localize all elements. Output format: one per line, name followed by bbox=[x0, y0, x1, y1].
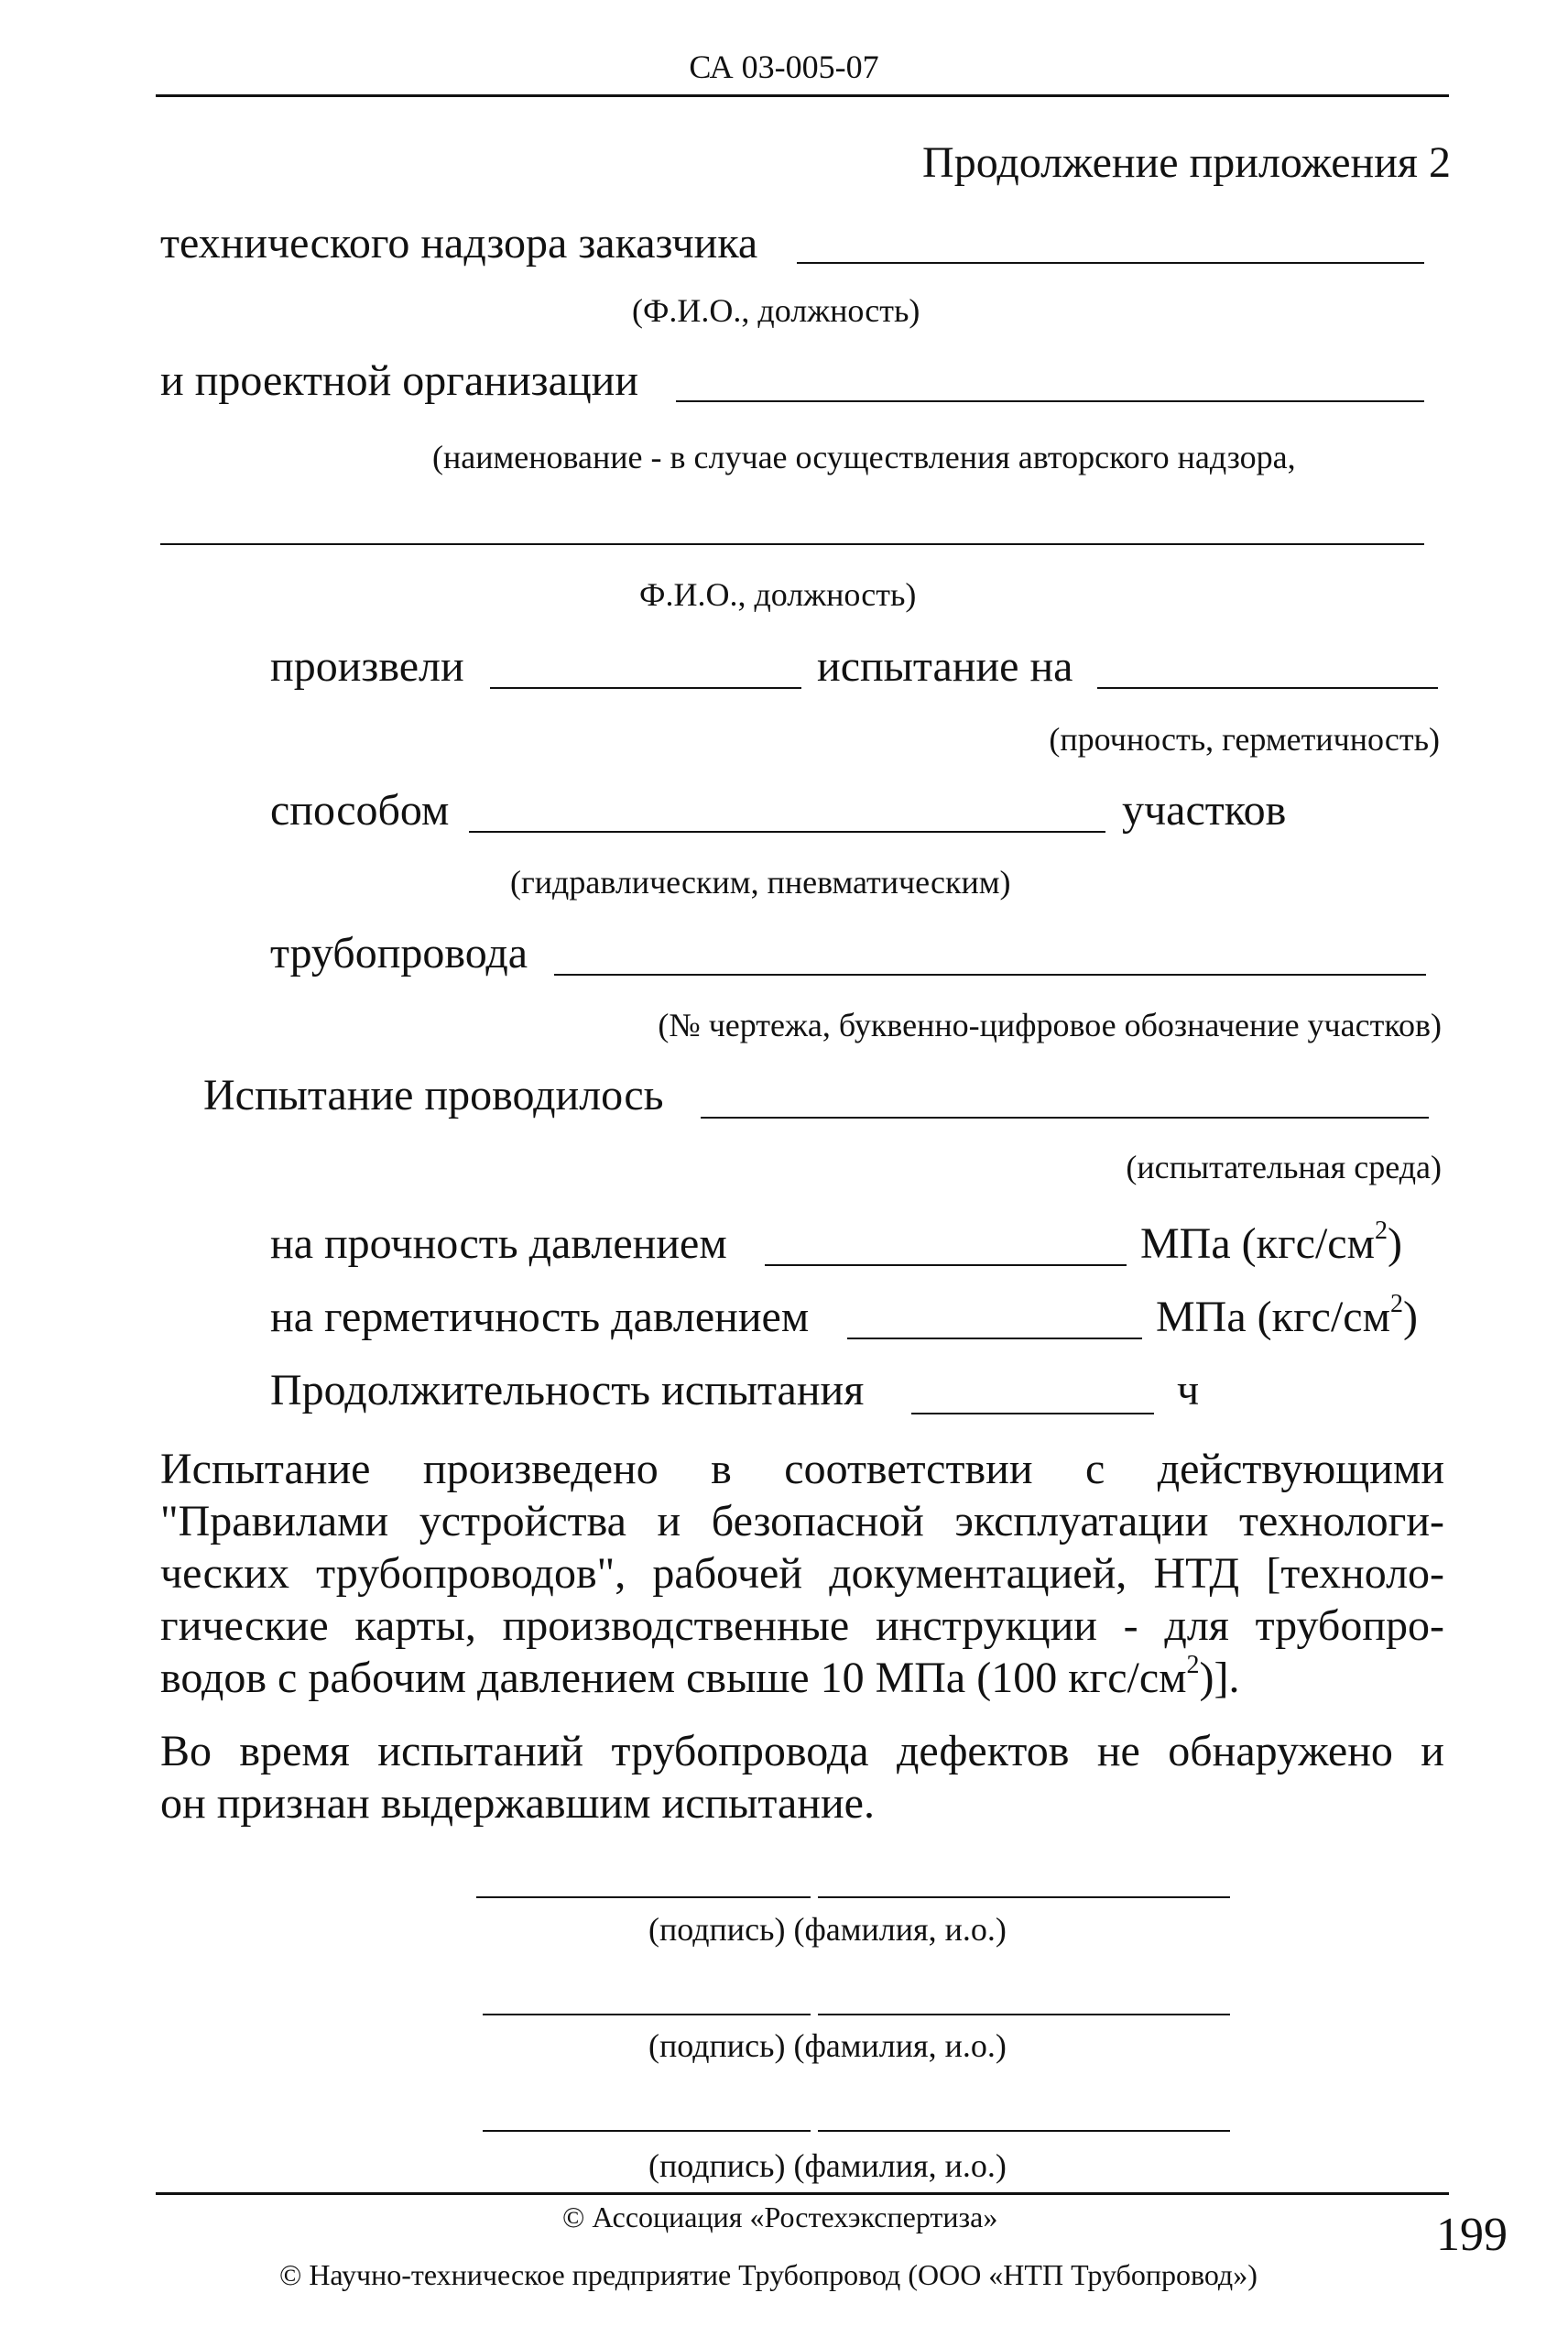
pipeline-label: трубопровода bbox=[270, 929, 528, 977]
copyright-enterprise: © Научно-техническое предприятие Трубопровод (ООО «НТП Трубопровод») bbox=[279, 2258, 1258, 2291]
compliance-line-1: Испытание произведено в соответствии с действующими bbox=[160, 1445, 1444, 1493]
header-rule bbox=[156, 94, 1449, 97]
duration-label: Продолжительность испытания bbox=[270, 1366, 865, 1414]
sections-label: участков bbox=[1122, 786, 1287, 835]
tightness-pressure-field[interactable] bbox=[847, 1338, 1142, 1339]
signature-caption-1: (подпись) (фамилия, и.о.) bbox=[648, 1911, 1007, 1948]
design-org-field[interactable] bbox=[676, 400, 1424, 402]
result-line-1: Во время испытаний трубопровода дефектов не обнаружено и bbox=[160, 1727, 1444, 1775]
compliance-line-4: гические карты, производственные инструкции - для трубопро- bbox=[160, 1601, 1444, 1650]
signature-field-2[interactable] bbox=[483, 2014, 811, 2015]
tech-supervision-label: технического надзора заказчика bbox=[160, 219, 758, 268]
page-number: 199 bbox=[1436, 2209, 1508, 2261]
continuation-title: Продолжение приложения 2 bbox=[922, 138, 1451, 187]
name-field-3[interactable] bbox=[818, 2130, 1230, 2132]
method-field[interactable] bbox=[469, 831, 1105, 833]
strength-pressure-label: на прочность давлением bbox=[270, 1219, 727, 1268]
test-for-field[interactable] bbox=[1097, 687, 1438, 689]
design-org-hint-1: (наименование - в случае осуществления авторского надзора, bbox=[432, 439, 1296, 475]
design-org-field-2[interactable] bbox=[160, 543, 1424, 545]
test-medium-field[interactable] bbox=[701, 1117, 1429, 1119]
performed-label: произвели bbox=[270, 642, 464, 691]
design-org-hint-2: Ф.И.О., должность) bbox=[639, 576, 917, 613]
duration-unit: ч bbox=[1177, 1366, 1200, 1414]
method-label: способом bbox=[270, 786, 450, 835]
tech-supervision-hint: (Ф.И.О., должность) bbox=[632, 292, 920, 329]
test-conducted-label: Испытание проводилось bbox=[203, 1071, 664, 1119]
performed-field[interactable] bbox=[490, 687, 801, 689]
name-field-1[interactable] bbox=[818, 1896, 1230, 1898]
compliance-line-2: "Правилами устройства и безопасной эксплуатации технологи- bbox=[160, 1497, 1444, 1545]
footer-rule bbox=[156, 2192, 1449, 2195]
compliance-paragraph bbox=[160, 1443, 1444, 1704]
strength-pressure-unit: МПа $(кгс/см^2)$ bbox=[1140, 1217, 1402, 1268]
tightness-pressure-label: на герметичность давлением bbox=[270, 1293, 810, 1341]
test-for-hint: (прочность, герметичность) bbox=[1049, 721, 1440, 758]
method-hint: (гидравлическим, пневматическим) bbox=[510, 864, 1011, 901]
signature-field-1[interactable] bbox=[476, 1896, 811, 1898]
signature-field-3[interactable] bbox=[483, 2130, 811, 2132]
signature-caption-2: (подпись) (фамилия, и.о.) bbox=[648, 2027, 1007, 2064]
pipeline-hint: (№ чертежа, буквенно-цифровое обозначение участков) bbox=[658, 1007, 1442, 1043]
test-medium-hint: (испытательная среда) bbox=[1126, 1149, 1442, 1185]
design-org-label: и проектной организации bbox=[160, 356, 638, 405]
pipeline-field[interactable] bbox=[554, 974, 1426, 976]
tightness-pressure-unit: МПа $(кгс/см^2)$ bbox=[1156, 1290, 1418, 1341]
result-line-2: он признан выдержавшим испытание. bbox=[160, 1779, 875, 1828]
copyright-association: © Ассоциация «Ростехэкспертиза» bbox=[562, 2200, 998, 2233]
signature-caption-3: (подпись) (фамилия, и.о.) bbox=[648, 2147, 1007, 2184]
document-code: СА 03-005-07 bbox=[689, 49, 879, 85]
strength-pressure-field[interactable] bbox=[765, 1264, 1127, 1266]
tech-supervision-field[interactable] bbox=[797, 262, 1424, 264]
compliance-line-5: водов с рабочим давлением свыше 10 МПа (100 кгс/$см^2$)]. bbox=[160, 1651, 1240, 1702]
duration-field[interactable] bbox=[911, 1413, 1154, 1414]
compliance-line-3: ческих трубопроводов", рабочей документацией, НТД [техноло- bbox=[160, 1549, 1444, 1598]
test-for-label: испытание на bbox=[817, 642, 1073, 691]
result-paragraph bbox=[160, 1725, 1444, 1829]
name-field-2[interactable] bbox=[818, 2014, 1230, 2015]
